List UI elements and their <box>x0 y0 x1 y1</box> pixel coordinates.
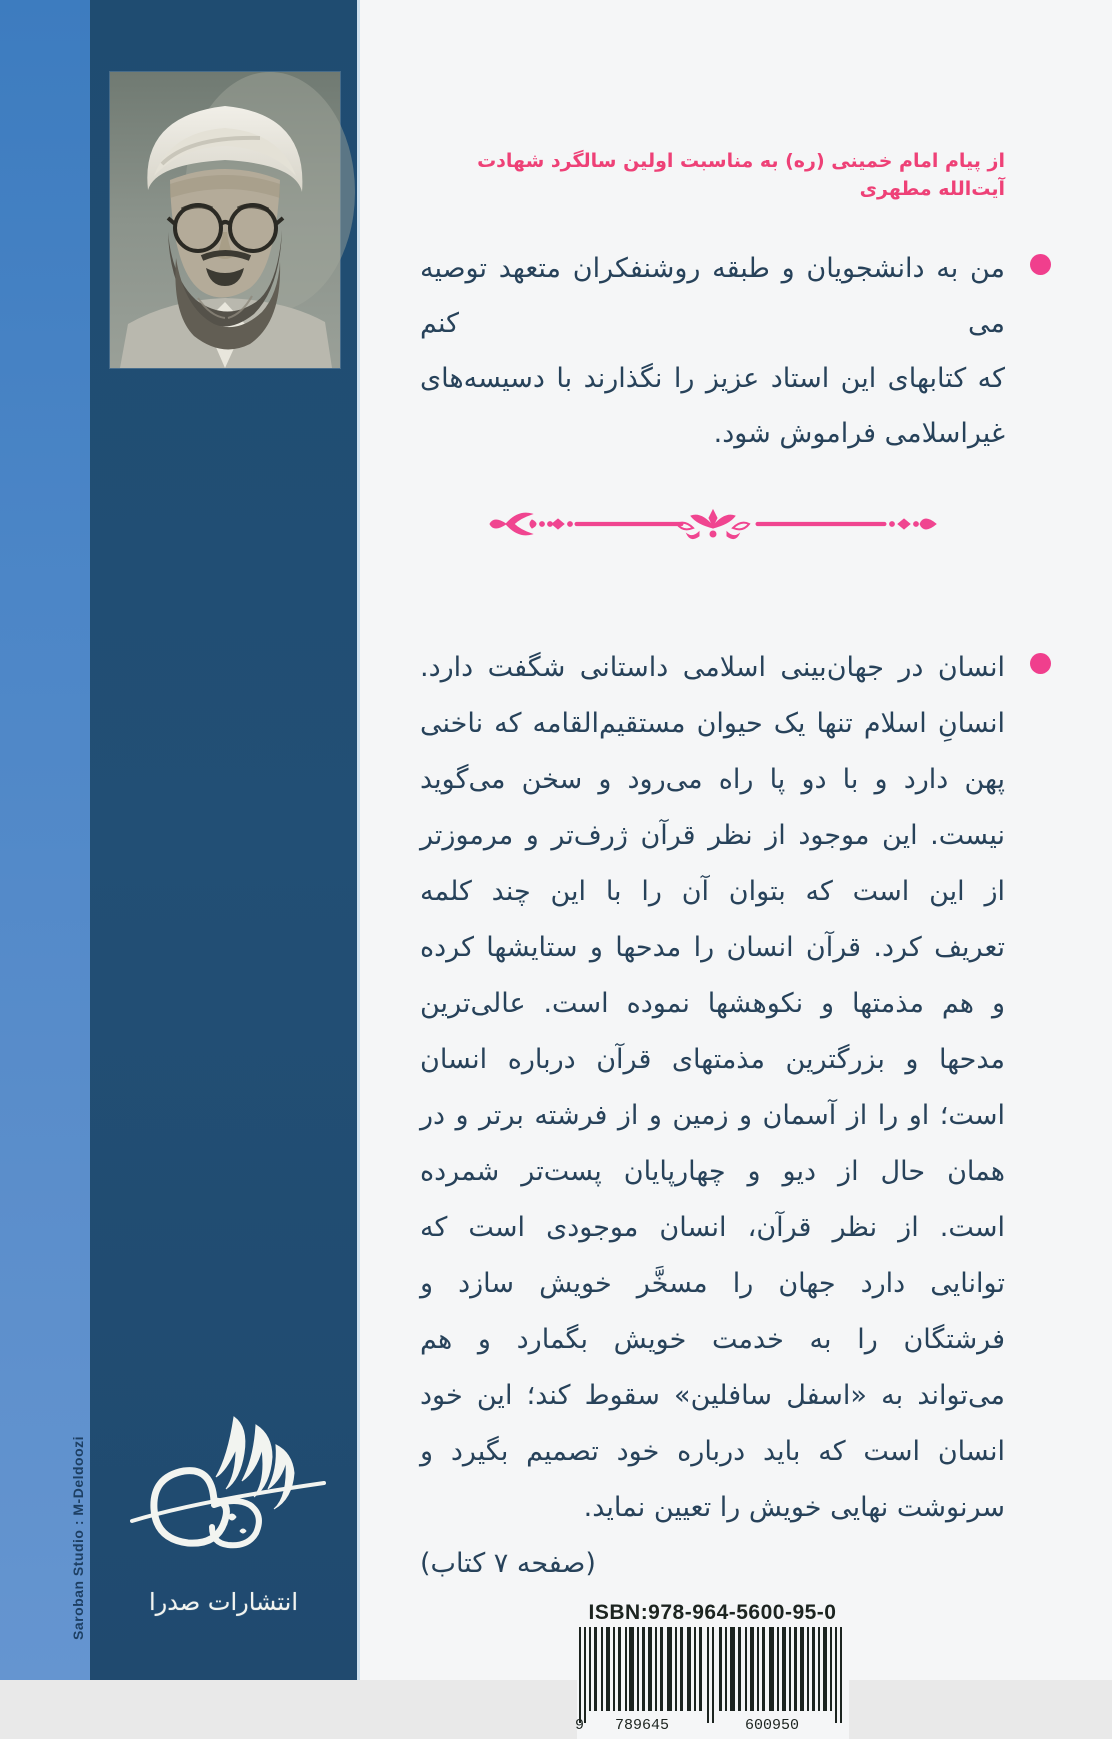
book-excerpt-quote <box>420 640 1005 1536</box>
spine-light-blue-strip <box>0 0 90 1680</box>
back-cover-content <box>360 0 1112 1734</box>
barcode-digit-group2: 600950 <box>744 1717 799 1734</box>
sadra-logo-emblem <box>128 1405 328 1580</box>
text-line: می‌تواند به «اسفل سافلین» سقوط کند؛ این خود <box>420 1380 1005 1411</box>
barcode <box>574 1627 849 1739</box>
quote2-lines <box>420 640 1005 1536</box>
barcode-bars <box>574 1627 849 1739</box>
text-line: نیست. این موجود از نظر قرآن ژرف‌تر و مرموزتر <box>420 820 1005 851</box>
text-line: از این است که بتوان آن را با این چند کلمه <box>420 876 1005 907</box>
text-line: من به دانشجویان و طبقه روشنفکران متعهد توصیه می کنم <box>420 253 1005 339</box>
isbn-section <box>420 1601 1005 1739</box>
text-line: مدحها و بزرگترین مذمتهای قرآن درباره انسان <box>420 1044 1005 1075</box>
text-line: غیراسلامی فراموش شود. <box>713 418 1005 449</box>
author-portrait-photo <box>110 72 340 368</box>
quote1-lines <box>420 241 1005 461</box>
barcode-digit-group1: 789645 <box>614 1717 669 1734</box>
quote-source-heading: از پیام امام خمینی (ره) به مناسبت اولین سالگرد شهادت آیت‌الله مطهری <box>477 150 1005 200</box>
page-reference: (صفحه ۷ کتاب) <box>420 1548 596 1579</box>
divider-flourish-icon <box>488 504 938 544</box>
text-line: که کتابهای این استاد عزیز را نگذارند با دسیسه‌های <box>420 363 1005 394</box>
isbn-number: ISBN:978-964-5600-95-0 <box>588 1601 837 1624</box>
portrait-illustration <box>110 72 340 368</box>
text-line: سرنوشت نهایی خویش را تعیین نماید. <box>583 1492 1005 1523</box>
text-line: همان حال از دیو و چهارپایان پست‌تر شمرده <box>420 1156 1005 1187</box>
text-line: و هم مذمتها و نکوهشها نموده است. عالی‌ترین <box>420 988 1005 1019</box>
barcode-digit-left: 9 <box>574 1717 584 1734</box>
text-line: توانایی دارد جهان را مسخَّر خویش سازد و <box>420 1268 1005 1299</box>
text-column <box>420 147 1005 1739</box>
text-line: انسان است که باید درباره خود تصمیم بگیرد و <box>420 1436 1005 1467</box>
text-line: است؛ او را از آسمان و زمین و از فرشته برتر و در <box>420 1100 1005 1131</box>
text-line: پهن دارد و با دو پا راه می‌رود و سخن می‌گوید <box>420 764 1005 795</box>
sadra-publisher-logo <box>128 1405 328 1580</box>
text-line: تعریف کرد. قرآن انسان را مدحها و ستایشها کرده <box>420 932 1005 963</box>
text-line: انسان در جهان‌بینی اسلامی داستانی شگفت دارد. <box>420 652 1005 683</box>
text-line: انسانِ اسلام تنها یک حیوان مستقیم‌القامه که ناخنی <box>420 708 1005 739</box>
imam-khomeini-quote <box>420 241 1005 461</box>
spine-navy-band <box>90 0 360 1680</box>
publisher-name-caption: انتشارات صدرا <box>148 1588 299 1616</box>
text-line: است. از نظر قرآن، انسان موجودی است که <box>420 1212 1005 1243</box>
pink-bullet-icon <box>1030 254 1051 275</box>
studio-credit-vertical-text: Saroban Studio : M-Deldoozi <box>70 1435 86 1640</box>
text-line: فرشتگان را به خدمت خویش بگمارد و هم <box>420 1324 1005 1355</box>
ornament-divider <box>420 503 1005 545</box>
pink-bullet-icon <box>1030 653 1051 674</box>
